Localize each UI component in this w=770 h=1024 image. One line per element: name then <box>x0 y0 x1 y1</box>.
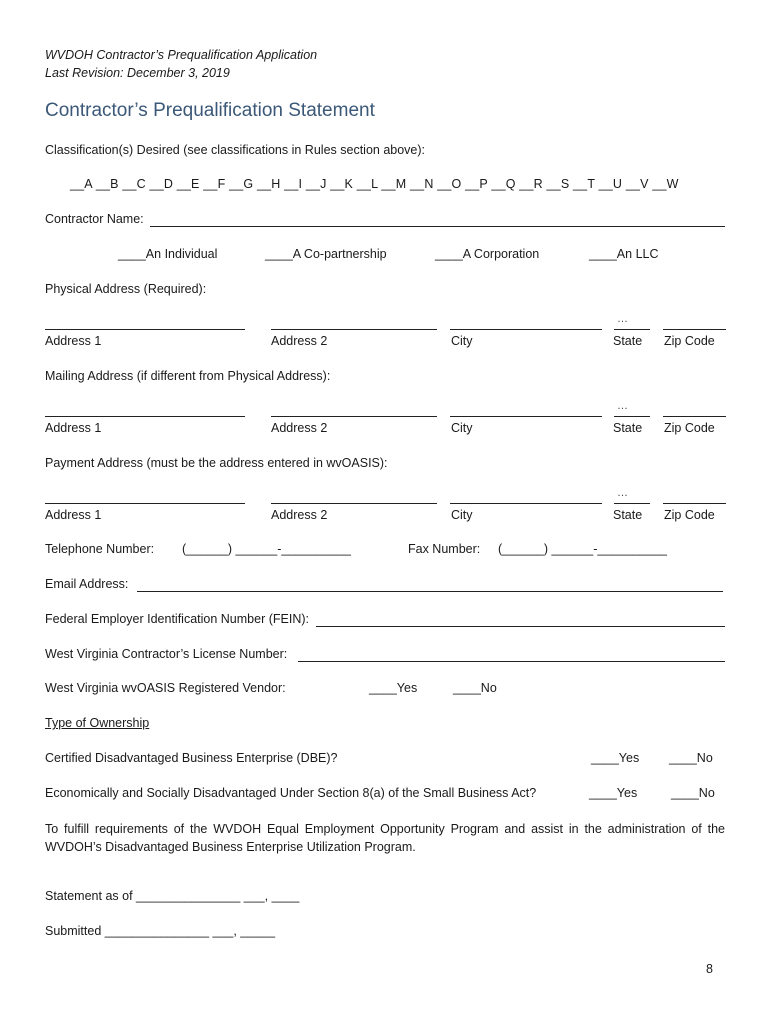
mailing-address-label: Mailing Address (if different from Physical Address): <box>45 369 331 383</box>
payment-address2-label: Address 2 <box>271 508 328 522</box>
physical-state-field[interactable] <box>614 329 650 330</box>
mailing-state-field[interactable] <box>614 416 650 417</box>
payment-city-field[interactable] <box>450 503 602 504</box>
mailing-city-field[interactable] <box>450 416 602 417</box>
mailing-state-dots: … <box>617 400 628 412</box>
contractor-name-field[interactable] <box>150 226 725 227</box>
ownership-heading: Type of Ownership <box>45 716 150 730</box>
physical-state-label: State <box>613 334 643 348</box>
statement-as-of[interactable]: Statement as of _______________ ___, ____ <box>45 889 300 903</box>
email-label: Email Address: <box>45 577 129 591</box>
fax-field[interactable]: (______) ______-__________ <box>498 542 667 556</box>
vendor-no[interactable]: ____No <box>453 681 497 695</box>
vendor-label: West Virginia wvOASIS Registered Vendor: <box>45 681 286 695</box>
payment-city-label: City <box>451 508 473 522</box>
page-title: Contractor’s Prequalification Statement <box>45 100 375 121</box>
page-number: 8 <box>706 962 713 976</box>
license-label: West Virginia Contractor’s License Number: <box>45 647 288 661</box>
payment-state-field[interactable] <box>614 503 650 504</box>
payment-address-label: Payment Address (must be the address entered in wvOASIS): <box>45 456 388 470</box>
mailing-address1-field[interactable] <box>45 416 245 417</box>
physical-address2-field[interactable] <box>271 329 437 330</box>
eeo-paragraph: To fulfill requirements of the WVDOH Equal Employment Opportunity Program and assist in the administration of the WVDOH’s Disadvantaged Business Enterprise Utilization Program. <box>45 822 725 854</box>
header-title: WVDOH Contractor’s Prequalification Application <box>45 48 318 62</box>
telephone-label: Telephone Number: <box>45 542 155 556</box>
mailing-city-label: City <box>451 421 473 435</box>
dbe-no[interactable]: ____No <box>669 751 713 765</box>
option-copartnership[interactable]: ____A Co-partnership <box>265 247 387 261</box>
mailing-address2-label: Address 2 <box>271 421 328 435</box>
physical-address-label: Physical Address (Required): <box>45 282 207 296</box>
fein-field[interactable] <box>316 626 725 627</box>
payment-zip-label: Zip Code <box>664 508 715 522</box>
dbe-question: Certified Disadvantaged Business Enterprise (DBE)? <box>45 751 338 765</box>
physical-zip-label: Zip Code <box>664 334 715 348</box>
submitted-date[interactable]: Submitted _______________ ___, _____ <box>45 924 276 938</box>
physical-address1-field[interactable] <box>45 329 245 330</box>
payment-zip-field[interactable] <box>663 503 726 504</box>
classification-letters[interactable]: __A __B __C __D __E __F __G __H __I __J __K __L __M __N __O __P __Q __R __S __T __U __V __W <box>70 177 679 191</box>
payment-address1-field[interactable] <box>45 503 245 504</box>
contractor-name-label: Contractor Name: <box>45 212 144 226</box>
mailing-zip-field[interactable] <box>663 416 726 417</box>
classification-label: Classification(s) Desired (see classifications in Rules section above): <box>45 143 426 157</box>
vendor-yes[interactable]: ____Yes <box>369 681 418 695</box>
fax-label: Fax Number: <box>408 542 481 556</box>
license-field[interactable] <box>298 661 725 662</box>
option-corporation[interactable]: ____A Corporation <box>435 247 540 261</box>
payment-address2-field[interactable] <box>271 503 437 504</box>
option-individual[interactable]: ____An Individual <box>118 247 218 261</box>
physical-zip-field[interactable] <box>663 329 726 330</box>
fein-label: Federal Employer Identification Number (FEIN): <box>45 612 309 626</box>
payment-state-dots: … <box>617 487 628 499</box>
mailing-zip-label: Zip Code <box>664 421 715 435</box>
sba-no[interactable]: ____No <box>671 786 715 800</box>
physical-city-label: City <box>451 334 473 348</box>
header-revision: Last Revision: December 3, 2019 <box>45 66 230 80</box>
email-field[interactable] <box>137 591 723 592</box>
physical-address2-label: Address 2 <box>271 334 328 348</box>
physical-state-dots: … <box>617 313 628 325</box>
sba-question: Economically and Socially Disadvantaged Under Section 8(a) of the Small Business Act? <box>45 786 537 800</box>
payment-state-label: State <box>613 508 643 522</box>
mailing-address2-field[interactable] <box>271 416 437 417</box>
physical-address1-label: Address 1 <box>45 334 102 348</box>
telephone-field[interactable]: (______) ______-__________ <box>182 542 351 556</box>
mailing-state-label: State <box>613 421 643 435</box>
dbe-yes[interactable]: ____Yes <box>591 751 640 765</box>
mailing-address1-label: Address 1 <box>45 421 102 435</box>
payment-address1-label: Address 1 <box>45 508 102 522</box>
sba-yes[interactable]: ____Yes <box>589 786 638 800</box>
physical-city-field[interactable] <box>450 329 602 330</box>
option-llc[interactable]: ____An LLC <box>589 247 659 261</box>
